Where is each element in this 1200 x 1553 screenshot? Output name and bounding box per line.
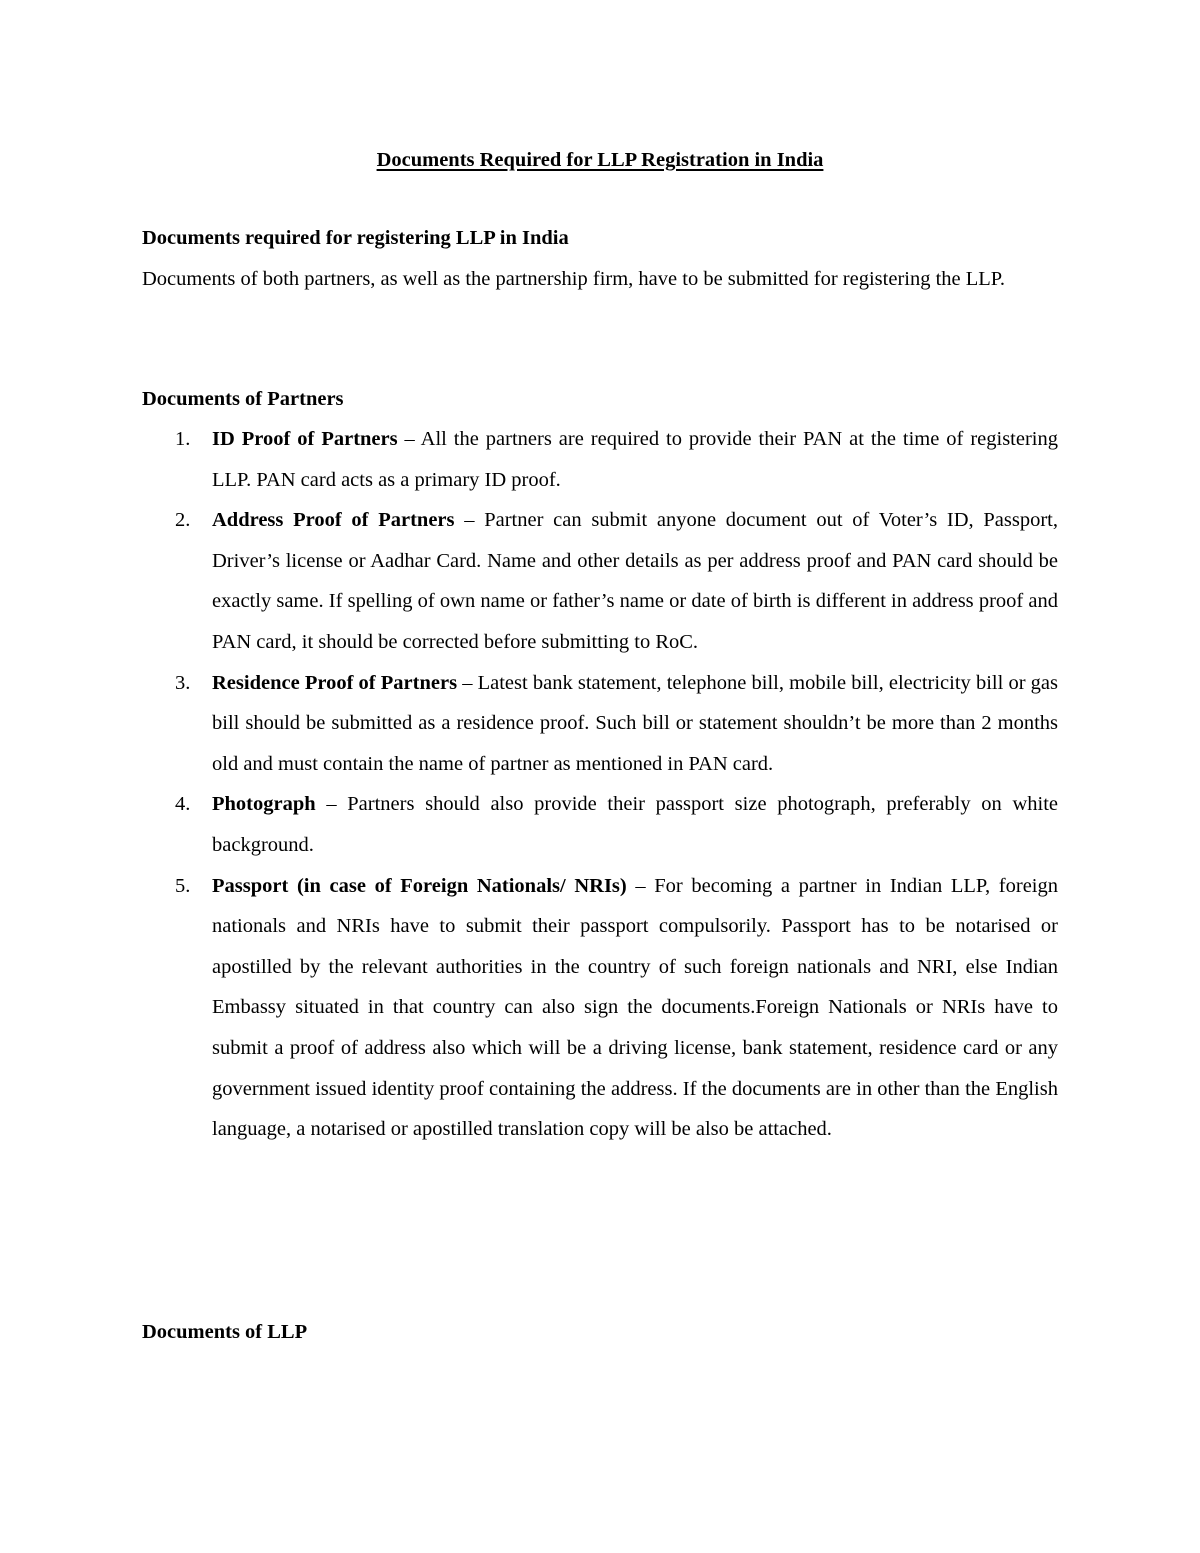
list-item-number: 4. [175,793,191,816]
list-item [142,663,1058,785]
list-item-lead: Photograph [212,793,316,816]
list-item-lead: Address Proof of Partners [212,509,455,532]
list-item-text: – Partner can submit anyone document out of Voter’s ID, Passport, Driver’s license or Aadhar Card. Name and other details as per address proof and PAN card should be exactly same. If spelling of own name or father’s name or date of birth is different in address proof and PAN card, it should be corrected before submitting to RoC. [212,509,1058,653]
intro-section [142,218,1058,299]
partners-section [142,379,1058,420]
partner-documents-list [142,419,1058,1150]
intro-paragraph: Documents of both partners, as well as the partnership firm, have to be submitted for registering the LLP. [142,267,1006,290]
list-item-lead: ID Proof of Partners [212,428,398,450]
list-item-number: 1. [175,428,191,450]
llp-section [142,1312,1058,1353]
list-item-text: – Latest bank statement, telephone bill, mobile bill, electricity bill or gas bill should be submitted as a residence proof. Such bill or statement shouldn’t be more than 2 months old and must contain the name of partner as mentioned in PAN card. [212,671,1058,775]
list-item-number: 3. [175,671,191,694]
list-item [142,784,1058,865]
list-item [142,866,1058,1150]
document-title: Documents Required for LLP Registration in India [376,149,824,171]
llp-heading: Documents of LLP [142,1321,308,1343]
list-item-text: – All the partners are required to provide their PAN at the time of registering LLP. PAN card acts as a primary ID proof. [212,428,1058,491]
list-item-lead: Passport (in case of Foreign Nationals/ NRIs) [212,874,627,897]
list-item-lead: Residence Proof of Partners [212,671,458,694]
list-item-text: – Partners should also provide their passport size photograph, preferably on white background. [212,793,1058,856]
list-item-number: 5. [175,874,191,897]
list-item [142,419,1058,500]
list-item-number: 2. [175,509,191,532]
partners-heading: Documents of Partners [142,388,344,410]
list-item-text: – For becoming a partner in Indian LLP, foreign nationals and NRIs have to submit their passport compulsorily. Passport has to be notarised or apostilled by the relevant authorities in the country of such foreign nationals and NRI, else Indian Embassy situated in that country can also sign the documents.Foreign Nationals or NRIs have to submit a proof of address also which will be a driving license, bank statement, residence card or any government issued identity proof containing the address. If the documents are in other than the English language, a notarised or apostilled translation copy will be also be attached. [212,874,1058,1141]
list-item [142,500,1058,662]
intro-heading: Documents required for registering LLP in India [142,227,569,249]
